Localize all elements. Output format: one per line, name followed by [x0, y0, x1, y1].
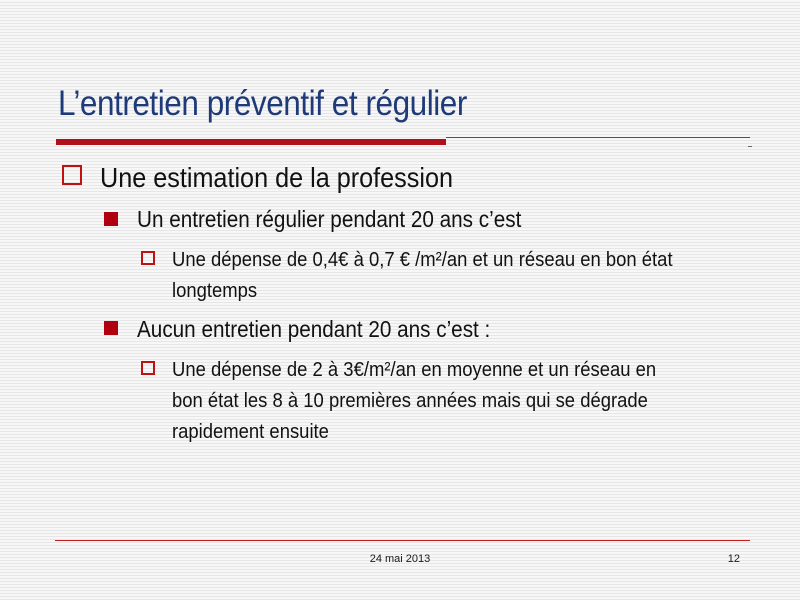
bullet-solid-square-icon — [104, 321, 118, 335]
footer-divider — [55, 540, 750, 541]
bullet-level1-text: Une estimation de la profession — [100, 162, 453, 193]
bullet-level2-text: Un entretien régulier pendant 20 ans c’est — [137, 206, 522, 232]
title-underline-thick — [56, 139, 446, 145]
title-underline-thin — [446, 137, 750, 138]
bullet-level2-text: Aucun entretien pendant 20 ans c’est : — [137, 316, 491, 342]
bullet-solid-square-icon — [104, 212, 118, 226]
bullet-hollow-square-icon — [62, 165, 82, 185]
bullet-hollow-square-icon — [141, 251, 155, 265]
slide-title: L’entretien préventif et régulier — [58, 84, 467, 123]
slide-number: 12 — [727, 553, 740, 565]
bullet-level3-line: Une dépense de 0,4€ à 0,7 € /m²/an et un réseau en bon état — [172, 248, 673, 271]
bullet-level3-line: rapidement ensuite — [172, 420, 329, 443]
bullet-level3-line: longtemps — [172, 279, 258, 302]
bullet-level3-line: bon état les 8 à 10 premières années mais qui se dégrade — [172, 389, 648, 412]
title-underline-end-mark — [748, 146, 752, 147]
bullet-level3-line: Une dépense de 2 à 3€/m²/an en moyenne et un réseau en — [172, 358, 657, 381]
footer-date: 24 mai 2013 — [369, 553, 431, 565]
bullet-hollow-square-icon — [141, 361, 155, 375]
